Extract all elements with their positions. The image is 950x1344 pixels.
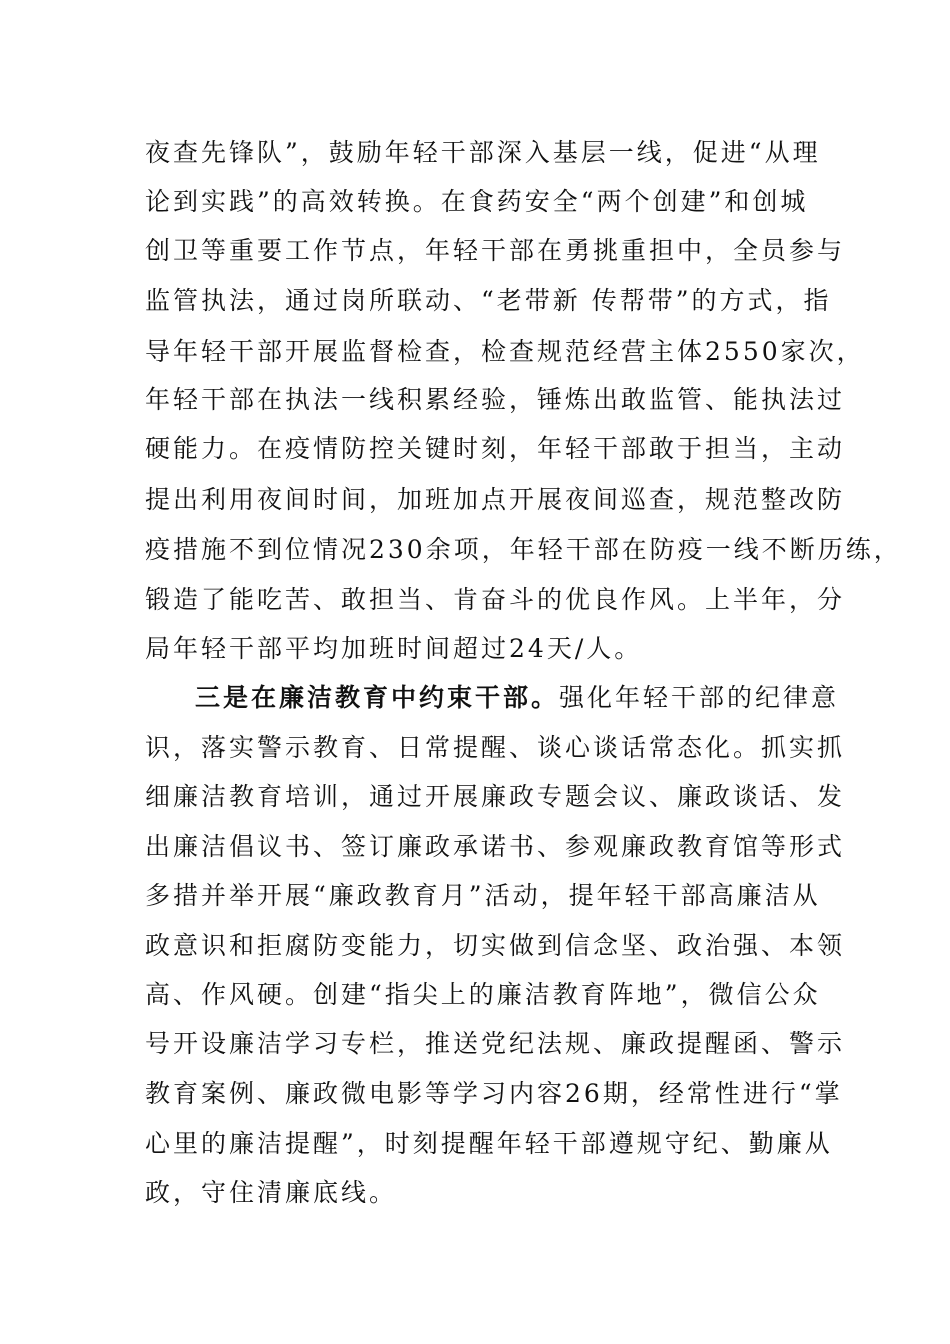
paragraph-line: 疫措施不到位情况230余项，年轻干部在防疫一线不断历练， — [145, 535, 902, 564]
section-3-first-line-text: 强化年轻干部的纪律意 — [559, 683, 840, 712]
paragraph-line: 细廉洁教育培训，通过开展廉政专题会议、廉政谈话、发 — [145, 782, 846, 811]
paragraph-line: 心里的廉洁提醒”，时刻提醒年轻干部遵规守纪、勤廉从 — [145, 1129, 833, 1158]
paragraph-line: 监管执法，通过岗所联动、“老带新 传帮带”的方式，指 — [145, 286, 832, 315]
paragraph-line: 出廉洁倡议书、签订廉政承诺书、参观廉政教育馆等形式 — [145, 832, 846, 861]
paragraph-line: 锻造了能吃苦、敢担当、肯奋斗的优良作风。上半年，分 — [145, 585, 846, 614]
paragraph-line: 教育案例、廉政微电影等学习内容26期，经常性进行“掌 — [145, 1079, 843, 1108]
paragraph-line: 高、作风硬。创建“指尖上的廉洁教育阵地”，微信公众 — [145, 980, 821, 1009]
paragraph-line: 导年轻干部开展监督检查，检查规范经营主体2550家次， — [145, 337, 865, 366]
paragraph-line: 提出利用夜间时间，加班加点开展夜间巡查，规范整改防 — [145, 485, 846, 514]
paragraph-line: 号开设廉洁学习专栏，推送党纪法规、廉政提醒函、警示 — [145, 1029, 846, 1058]
section-3-heading: 三是在廉洁教育中约束干部。 — [195, 683, 560, 712]
section-3-first-line — [195, 678, 839, 718]
paragraph-line: 年轻干部在执法一线积累经验，锤炼出敢监管、能执法过 — [145, 385, 846, 414]
paragraph-line: 多措并举开展“廉政教育月”活动，提年轻干部高廉洁从 — [145, 881, 821, 910]
paragraph-line: 夜查先锋队”，鼓励年轻干部深入基层一线，促进“从理 — [145, 138, 821, 167]
paragraph-line: 硬能力。在疫情防控关键时刻，年轻干部敢于担当，主动 — [145, 434, 846, 463]
paragraph-line: 识，落实警示教育、日常提醒、谈心谈话常态化。抓实抓 — [145, 733, 846, 762]
paragraph-line: 创卫等重要工作节点，年轻干部在勇挑重担中，全员参与 — [145, 236, 846, 265]
paragraph-line: 政，守住清廉底线。 — [145, 1178, 398, 1207]
paragraph-line: 局年轻干部平均加班时间超过24天/人。 — [145, 634, 643, 663]
paragraph-line: 政意识和拒腐防变能力，切实做到信念坚、政治强、本领 — [145, 931, 846, 960]
paragraph-line: 论到实践”的高效转换。在食药安全“两个创建”和创城 — [145, 187, 809, 216]
